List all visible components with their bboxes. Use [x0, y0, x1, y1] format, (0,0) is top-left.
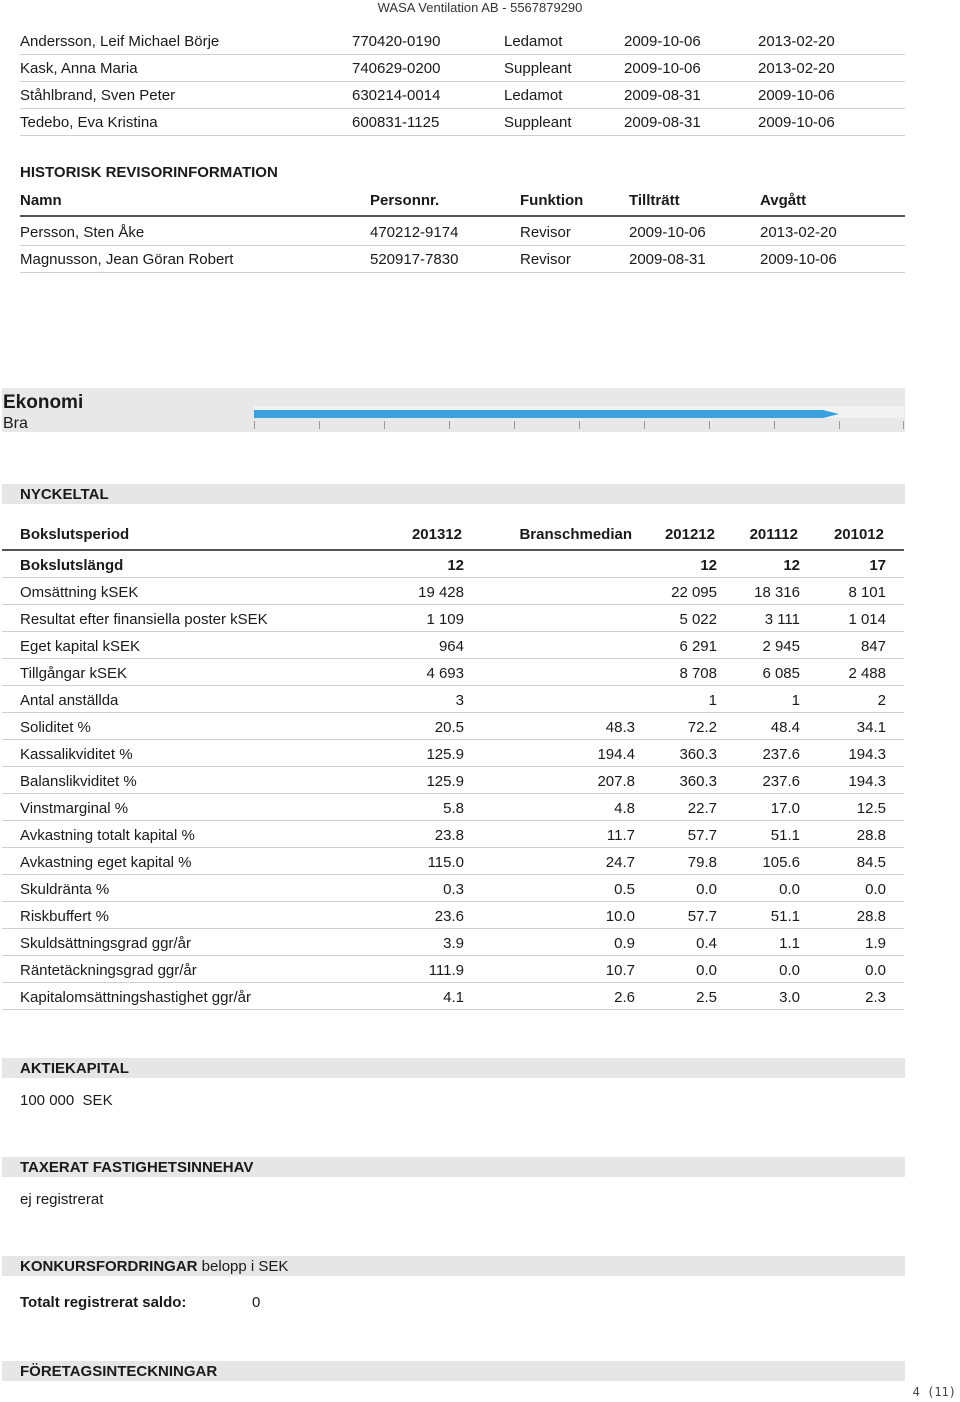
kt-value: 105.6 [762, 854, 800, 871]
kt-value: 12.5 [856, 800, 886, 817]
inteckningar-header-bar [2, 1361, 905, 1381]
kt-value: 3 [455, 692, 464, 709]
konkurs-title: KONKURSFORDRINGAR [20, 1258, 198, 1275]
kt-value: 51.1 [770, 827, 800, 844]
kt-label: Resultat efter finansiella poster kSEK [20, 611, 268, 628]
gauge-tick [514, 421, 515, 429]
board-cell-start: 2009-08-31 [624, 87, 701, 104]
kt-value: 12 [447, 557, 464, 574]
kt-value: 84.5 [856, 854, 886, 871]
aktiekapital-value: 100 000 SEK [20, 1092, 113, 1109]
kt-row [2, 551, 904, 578]
kt-value: 0.4 [696, 935, 717, 952]
kt-label: Kapitalomsättningshastighet ggr/år [20, 989, 251, 1006]
kt-value: 24.7 [605, 854, 635, 871]
kt-row [2, 821, 904, 848]
kt-value: 18 316 [754, 584, 800, 601]
kt-label: Antal anställda [20, 692, 119, 709]
taxerat-value: ej registrerat [20, 1191, 104, 1208]
kt-header-period: Bokslutsperiod [20, 526, 130, 543]
kt-value: 847 [860, 638, 886, 655]
kt-row [2, 740, 904, 767]
kt-label: Avkastning totalt kapital % [20, 827, 195, 844]
konkurs-suffix: belopp i SEK [201, 1258, 289, 1275]
kt-value: 0.0 [865, 962, 886, 979]
gauge-tick [774, 421, 775, 429]
auditor-cell-pnr: 520917-7830 [370, 251, 459, 268]
kt-value: 8 101 [848, 584, 886, 601]
konkurs-title-wrap [20, 1258, 288, 1275]
kt-value: 72.2 [687, 719, 717, 736]
kt-value: 115.0 [427, 854, 464, 871]
auditor-row [20, 246, 905, 273]
kt-value: 360.3 [679, 746, 717, 763]
kt-value: 23.6 [434, 908, 464, 925]
kt-label: Vinstmarginal % [20, 800, 129, 817]
kt-value: 79.8 [687, 854, 717, 871]
board-cell-pnr: 770420-0190 [352, 33, 441, 50]
kt-value: 360.3 [679, 773, 717, 790]
nyckeltal-title: NYCKELTAL [20, 486, 109, 503]
kt-value: 0.0 [696, 962, 717, 979]
board-cell-start: 2009-10-06 [624, 60, 701, 77]
board-cell-pnr: 630214-0014 [352, 87, 441, 104]
kt-value: 237.6 [762, 773, 800, 790]
kt-value: 22 095 [671, 584, 717, 601]
board-row [20, 28, 905, 55]
kt-value: 2 488 [848, 665, 886, 682]
kt-value: 17.0 [770, 800, 800, 817]
kt-label: Avkastning eget kapital % [20, 854, 192, 871]
economy-rating-gauge [254, 404, 904, 420]
kt-row [2, 659, 904, 686]
kt-value: 17 [869, 557, 886, 574]
taxerat-title: TAXERAT FASTIGHETSINNEHAV [20, 1159, 254, 1176]
gauge-fill [254, 410, 839, 418]
kt-value: 3.0 [779, 989, 800, 1006]
board-row [20, 82, 905, 109]
kt-header-201212: 201212 [664, 526, 715, 543]
kt-value: 0.9 [614, 935, 635, 952]
auditor-cell-pnr: 470212-9174 [370, 224, 459, 241]
page-header-title: WASA Ventilation AB - 5567879290 [377, 0, 583, 15]
kt-value: 4.1 [443, 989, 464, 1006]
auditor-cell-name: Magnusson, Jean Göran Robert [20, 251, 234, 268]
board-cell-name: Ståhlbrand, Sven Peter [20, 87, 176, 104]
kt-header-201012: 201012 [833, 526, 884, 543]
kt-value: 194.4 [597, 746, 635, 763]
kt-value: 1 [791, 692, 800, 709]
kt-value: 0.3 [443, 881, 464, 898]
kt-value: 964 [438, 638, 464, 655]
konkurs-header-bar [2, 1256, 905, 1276]
kt-value: 1.1 [779, 935, 800, 952]
kt-value: 0.0 [779, 881, 800, 898]
kt-value: 34.1 [856, 719, 886, 736]
kt-value: 1 014 [848, 611, 886, 628]
divider [20, 215, 905, 217]
kt-value: 2.5 [696, 989, 717, 1006]
kt-value: 237.6 [762, 746, 800, 763]
kt-value: 0.0 [865, 881, 886, 898]
nyckeltal-header-bar [2, 484, 905, 504]
kt-label: Räntetäckningsgrad ggr/år [20, 962, 197, 979]
kt-value: 125.9 [426, 773, 464, 790]
kt-value: 1 [708, 692, 717, 709]
board-cell-func: Ledamot [504, 87, 563, 104]
gauge-tick [644, 421, 645, 429]
gauge-ticks [254, 421, 904, 429]
taxerat-header-bar [2, 1157, 905, 1177]
gauge-tick [709, 421, 710, 429]
aktiekapital-header-bar [2, 1058, 905, 1078]
board-cell-pnr: 740629-0200 [352, 60, 441, 77]
kt-label: Kassalikviditet % [20, 746, 133, 763]
gauge-tick [384, 421, 385, 429]
board-cell-name: Tedebo, Eva Kristina [20, 114, 158, 131]
board-cell-func: Ledamot [504, 33, 563, 50]
board-cell-end: 2013-02-20 [758, 60, 835, 77]
kt-label: Skuldränta % [20, 881, 110, 898]
kt-value: 1 109 [426, 611, 464, 628]
auditor-header-end: Avgått [760, 192, 807, 209]
kt-value: 194.3 [848, 773, 886, 790]
kt-value: 2 [877, 692, 886, 709]
kt-row [2, 578, 904, 605]
kt-value: 2.3 [865, 989, 886, 1006]
kt-value: 1.9 [865, 935, 886, 952]
kt-value: 11.7 [606, 827, 635, 844]
auditor-header-func: Funktion [520, 192, 584, 209]
kt-value: 194.3 [848, 746, 886, 763]
kt-value: 8 708 [679, 665, 717, 682]
konkurs-saldo-value: 0 [252, 1294, 261, 1311]
kt-value: 3 111 [764, 611, 800, 628]
inteckningar-title: FÖRETAGSINTECKNINGAR [20, 1363, 218, 1380]
kt-label: Omsättning kSEK [20, 584, 139, 601]
board-cell-name: Andersson, Leif Michael Börje [20, 33, 220, 50]
auditor-cell-end: 2013-02-20 [760, 224, 837, 241]
auditor-header-name: Namn [20, 192, 62, 209]
kt-value: 0.0 [779, 962, 800, 979]
kt-label: Tillgångar kSEK [20, 665, 127, 682]
kt-header-201112: 201112 [749, 526, 798, 543]
kt-value: 4 693 [426, 665, 464, 682]
kt-label: Balanslikviditet % [20, 773, 137, 790]
kt-label: Skuldsättningsgrad ggr/år [20, 935, 191, 952]
board-row [20, 109, 905, 136]
board-cell-start: 2009-10-06 [624, 33, 701, 50]
gauge-tick [449, 421, 450, 429]
gauge-tick [903, 421, 904, 429]
konkurs-saldo-label: Totalt registrerat saldo: [20, 1294, 187, 1311]
board-cell-pnr: 600831-1125 [352, 114, 440, 131]
auditor-header-pnr: Personnr. [370, 192, 440, 209]
kt-value: 28.8 [856, 827, 886, 844]
kt-value: 207.8 [597, 773, 635, 790]
kt-row [2, 713, 904, 740]
board-cell-end: 2009-10-06 [758, 87, 835, 104]
board-cell-end: 2009-10-06 [758, 114, 835, 131]
kt-row [2, 902, 904, 929]
auditor-cell-start: 2009-10-06 [629, 224, 706, 241]
kt-value: 5 022 [679, 611, 717, 628]
kt-value: 20.5 [434, 719, 464, 736]
board-cell-end: 2013-02-20 [758, 33, 835, 50]
kt-value: 0.0 [696, 881, 717, 898]
auditor-cell-start: 2009-08-31 [629, 251, 706, 268]
kt-row [2, 605, 904, 632]
kt-row [2, 794, 904, 821]
gauge-tick [579, 421, 580, 429]
board-cell-name: Kask, Anna Maria [20, 60, 138, 77]
kt-row [2, 929, 904, 956]
kt-value: 19 428 [418, 584, 464, 601]
auditor-section-title: HISTORISK REVISORINFORMATION [20, 164, 278, 181]
kt-value: 4.8 [614, 800, 635, 817]
kt-label: Soliditet % [20, 719, 91, 736]
kt-value: 51.1 [770, 908, 800, 925]
kt-value: 23.8 [434, 827, 464, 844]
kt-value: 2.6 [614, 989, 635, 1006]
kt-header-branschmedian: Branschmedian [519, 526, 632, 543]
kt-value: 111.9 [428, 962, 464, 979]
kt-row [2, 956, 904, 983]
kt-value: 28.8 [856, 908, 886, 925]
kt-value: 6 291 [679, 638, 717, 655]
kt-value: 48.4 [770, 719, 800, 736]
kt-label: Riskbuffert % [20, 908, 109, 925]
kt-label: Bokslutslängd [20, 557, 124, 574]
auditor-cell-end: 2009-10-06 [760, 251, 837, 268]
kt-value: 5.8 [443, 800, 464, 817]
kt-value: 57.7 [687, 908, 717, 925]
kt-row [2, 875, 904, 902]
kt-header-201312: 201312 [411, 526, 462, 543]
kt-row [2, 983, 904, 1010]
kt-value: 12 [700, 557, 717, 574]
kt-row [2, 686, 904, 713]
economy-rating: Bra [3, 415, 28, 432]
auditor-row [20, 219, 905, 246]
kt-row [2, 632, 904, 659]
auditor-cell-func: Revisor [520, 251, 571, 268]
board-cell-func: Suppleant [504, 60, 572, 77]
kt-value: 6 085 [762, 665, 800, 682]
page-number: 4 (11) [912, 1385, 956, 1399]
kt-value: 48.3 [605, 719, 635, 736]
kt-row [2, 767, 904, 794]
kt-value: 10.0 [605, 908, 635, 925]
board-cell-start: 2009-08-31 [624, 114, 701, 131]
kt-value: 57.7 [687, 827, 717, 844]
auditor-cell-name: Persson, Sten Åke [20, 224, 145, 241]
kt-value: 3.9 [443, 935, 464, 952]
kt-value: 125.9 [426, 746, 464, 763]
auditor-cell-func: Revisor [520, 224, 571, 241]
kt-value: 12 [783, 557, 800, 574]
kt-value: 2 945 [762, 638, 800, 655]
aktiekapital-title: AKTIEKAPITAL [20, 1060, 129, 1077]
gauge-tick [254, 421, 255, 429]
kt-row [2, 848, 904, 875]
kt-label: Eget kapital kSEK [20, 638, 141, 655]
kt-value: 0.5 [614, 881, 635, 898]
kt-value: 22.7 [687, 800, 717, 817]
board-cell-func: Suppleant [504, 114, 572, 131]
board-row [20, 55, 905, 82]
economy-title: Ekonomi [3, 392, 84, 413]
kt-value: 10.7 [605, 962, 635, 979]
gauge-tick [319, 421, 320, 429]
gauge-tick [839, 421, 840, 429]
auditor-header-start: Tillträtt [629, 192, 680, 209]
